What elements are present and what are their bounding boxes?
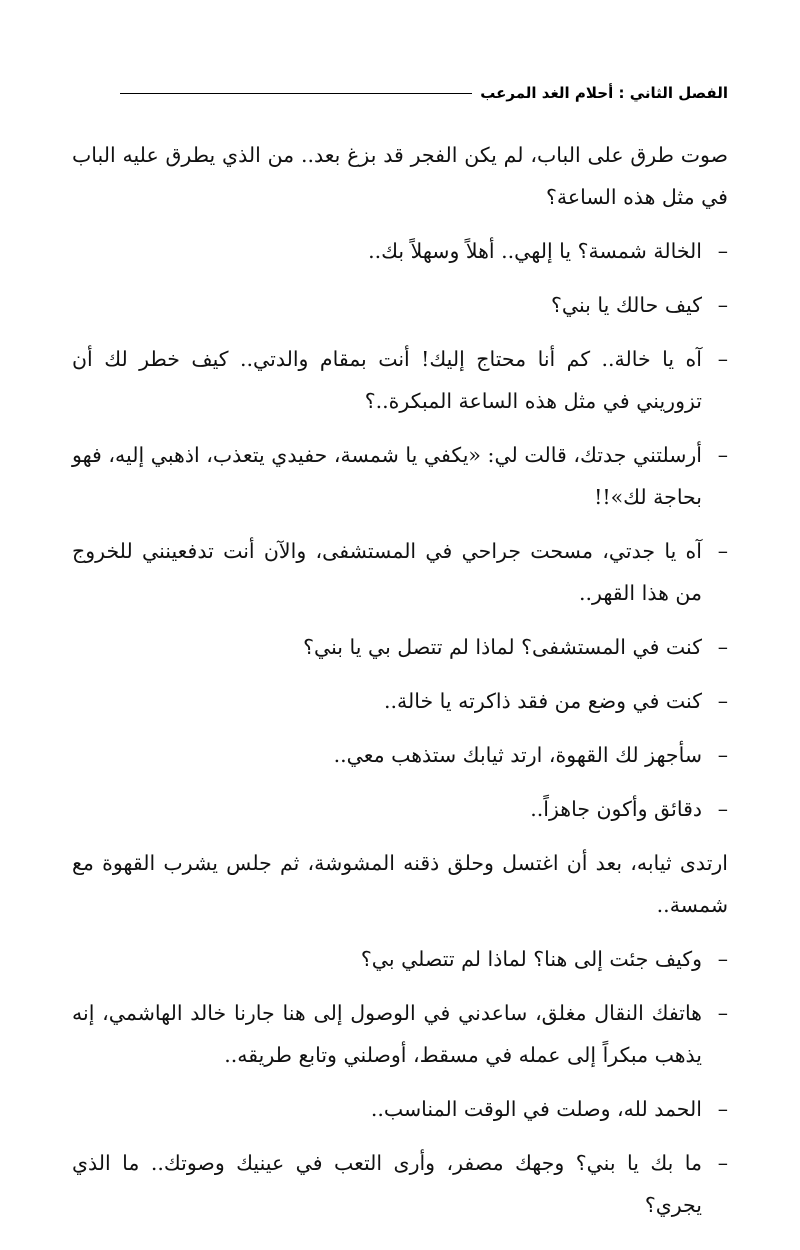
dialogue-line [72,788,728,830]
dialogue-text: وكيف جئت إلى هنا؟ لماذا لم تتصلي بي؟ [360,947,702,971]
dialogue-dash: – [717,293,728,317]
narration-paragraph: صوت طرق على الباب، لم يكن الفجر قد بزغ بعد.. من الذي يطرق عليه الباب في مثل هذه الساعة؟ [72,143,728,209]
dialogue-dash: – [717,1097,728,1121]
dialogue-line [72,938,728,980]
dialogue-text: الحمد لله، وصلت في الوقت المناسب.. [370,1097,702,1121]
dialogue-line [72,530,728,614]
page-body [72,134,728,1238]
dialogue-dash: – [717,635,728,659]
dialogue-dash: – [717,1151,728,1175]
dialogue-text: كنت في المستشفى؟ لماذا لم تتصل بي يا بني؟ [303,635,702,659]
dialogue-dash: – [717,443,728,467]
dialogue-text: دقائق وأكون جاهزاً.. [530,797,702,821]
dialogue-text: الخالة شمسة؟ يا إلهي.. أهلاً وسهلاً بك.. [368,239,702,263]
dialogue-line [72,230,728,272]
dialogue-text: كيف حالك يا بني؟ [551,293,702,317]
dialogue-dash: – [717,539,728,563]
dialogue-dash: – [717,689,728,713]
dialogue-dash: – [717,947,728,971]
dialogue-text: آه يا جدتي، مسحت جراحي في المستشفى، والآن أنت تدفعينني للخروج من هذا القهر.. [72,539,702,605]
dialogue-dash: – [717,239,728,263]
dialogue-line [72,1088,728,1130]
dialogue-text: كنت في وضع من فقد ذاكرته يا خالة.. [383,689,702,713]
chapter-title: الفصل الثاني : أحلام الغد المرعب [480,84,728,102]
dialogue-line [72,680,728,722]
dialogue-dash: – [717,797,728,821]
dialogue-line [72,734,728,776]
dialogue-text: أرسلتني جدتك، قالت لي: «يكفي يا شمسة، حفيدي يتعذب، اذهبي إليه، فهو بحاجة لك»!! [72,443,702,509]
dialogue-line [72,626,728,668]
dialogue-text: سأجهز لك القهوة، ارتد ثيابك ستذهب معي.. [333,743,702,767]
header-rule [120,93,472,94]
dialogue-text: ما بك يا بني؟ وجهك مصفر، وأرى التعب في عينيك وصوتك.. ما الذي يجري؟ [72,1151,702,1217]
dialogue-dash: – [717,347,728,371]
narration-paragraph: ارتدى ثيابه، بعد أن اغتسل وحلق ذقنه المشوشة، ثم جلس يشرب القهوة مع شمسة.. [72,851,728,917]
dialogue-line [72,992,728,1076]
dialogue-text: آه يا خالة.. كم أنا محتاج إليك! أنت بمقام والدتي.. كيف خطر لك أن تزوريني في مثل هذه الساعة المبكرة..؟ [72,347,702,413]
dialogue-text: هاتفك النقال مغلق، ساعدني في الوصول إلى هنا جارنا خالد الهاشمي، إنه يذهب مبكراً إلى عمله في مسقط، أوصلني وتابع طريقه.. [72,1001,702,1067]
dialogue-dash: – [717,743,728,767]
dialogue-line [72,1142,728,1226]
running-header [120,78,728,108]
dialogue-line [72,338,728,422]
dialogue-line [72,284,728,326]
dialogue-line [72,434,728,518]
dialogue-dash: – [717,1001,728,1025]
